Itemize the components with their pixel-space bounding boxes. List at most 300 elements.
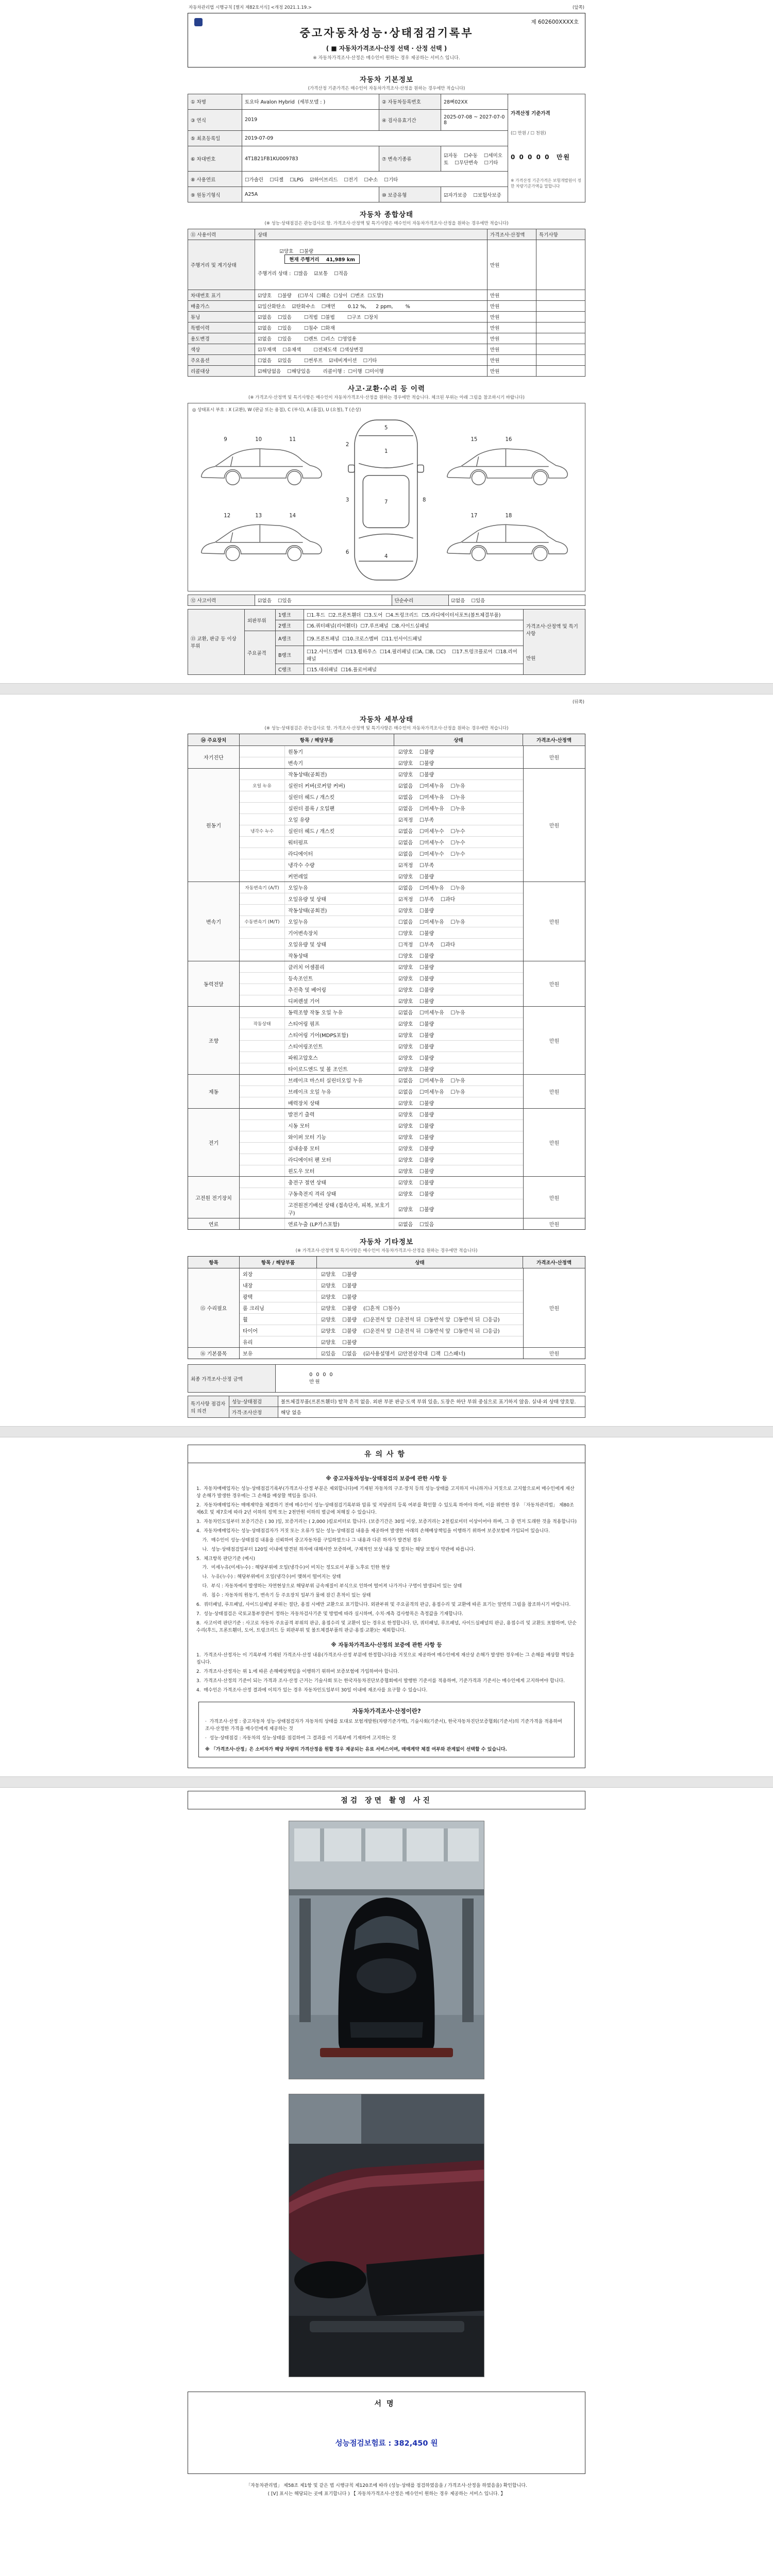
state-checkboxes: ☑양호 ☐불량: [398, 761, 434, 767]
part-label: 스티어링조인트: [285, 1041, 394, 1052]
special-remarks-table: [188, 1396, 585, 1418]
part-label: 오일유량 및 상태: [285, 939, 394, 950]
detail-row: [240, 893, 523, 905]
overall-condition-title: 자동차 종합상태: [360, 211, 413, 219]
page-3: [0, 1437, 773, 1776]
part-label: 작동상태: [285, 950, 394, 961]
pricing-remark-value: 해당 없음: [278, 1407, 585, 1418]
notice-paragraph: 1. 자동차매매업자는 성능·상태점검기록부(가격조사·산정 부분은 제외합니다)에 기재된 자동차의 구조·장치 등의 성능·상태를 고지하지 아니하거나 거짓으로 고지함으로써 매수인에게 재산상 손해가 발생한 경우에는 그 손해를 배상할 책임을 집니다.: [196, 1486, 575, 1499]
device-group-rows: [240, 746, 523, 768]
state-checkboxes: ☑없음 ☐미세누수 ☐누수: [398, 829, 465, 835]
device-group-label: 제동: [188, 1075, 240, 1108]
state-checkboxes: ☑없음 ☐미세누유 ☐누유: [398, 1010, 465, 1016]
price-cell: 만원: [523, 746, 585, 768]
field-label: ① 차명: [188, 94, 242, 110]
sub-group-label: [240, 1052, 285, 1063]
sub-group-label: [240, 995, 285, 1006]
price-cell: 만원: [523, 1109, 585, 1176]
sub-group-label: [240, 1109, 285, 1120]
sub-group-label: [240, 791, 285, 802]
item-label: 내장: [240, 1280, 317, 1291]
table-header-row: [188, 734, 585, 746]
notice-paragraph: 2. 자동차매매업자는 매매계약을 체결하기 전에 매수인이 성능·상태점검기록부와 압류 및 저당권의 등록 여부를 확인할 수 있도록 하여야 하며, 이를 위반한 경우 「자동차관리법」 제80조 제6호 및 제7호에 따라 2년 이하의 징역 또는 2천만원 이하의 벌금에 처해질 수 있습니다.: [196, 1502, 576, 1515]
detail-condition-title: 자동차 세부상태: [360, 716, 413, 724]
detail-row: [240, 1029, 523, 1041]
part-label: 작동상태(공회전): [285, 905, 394, 916]
part-label: 기어변속장치: [285, 927, 394, 938]
sub-group-label: 오일 누유: [240, 780, 285, 791]
detail-row: [240, 1097, 523, 1108]
device-group: [188, 882, 585, 961]
state-checkboxes: ☑없음 ☐미세누유 ☐누유: [398, 795, 465, 801]
state-checkboxes: ☑양호 ☐불량: [398, 976, 434, 982]
final-price-label: 최종 가격조사·산정 금액: [188, 1365, 276, 1393]
column-header: 항목: [188, 1257, 240, 1268]
state-checkboxes: ☑양호 ☐불량: [398, 1112, 434, 1118]
svg-text:13: 13: [255, 513, 262, 519]
notice-section: [188, 1445, 585, 1768]
outer-panel-label: 외판부위: [245, 609, 276, 631]
price-definition-item: · 가격조사·산정 : 중고자동차 성능·상태점검자가 자동차의 상태를 토대로 보험개발원(차량기준가액), 기술사회(기준서), 한국자동차진단보증협회(기준서)의 기준가격을 적용하여 조사·산정한 가격을 매수인에게 제공하는 것: [205, 1719, 564, 1732]
note-cell: [536, 333, 585, 344]
part-label: 발전기 출력: [285, 1109, 394, 1120]
field-label: 튜닝: [188, 312, 255, 323]
detail-row: [240, 1075, 523, 1086]
base-price-note: ※ 가격산정 기준가격은 보험개발원이 정한 차량기준가액을 말합니다: [511, 178, 581, 189]
detail-row: [240, 1199, 523, 1218]
price-select-line: ( ■ 자동차가격조사·산정 선택 · 산정 선택 ): [326, 45, 447, 52]
rank-label: 1랭크: [276, 609, 304, 620]
price-definition-note: ※ 「가격조사·산정」은 소비자가 해당 차량의 가격산정을 원할 경우 제공되는 유료 서비스이며, 매매계약 체결 여부와 관계없이 선택할 수 있습니다.: [205, 1747, 507, 1753]
sub-group-label: [240, 837, 285, 848]
frame-label: 주요골격: [245, 631, 276, 675]
table-row: [188, 1407, 585, 1418]
table-row: [188, 1365, 585, 1393]
state-checkboxes: ☑양호 ☐불량: [398, 965, 434, 971]
notice-title: 유의사항: [188, 1445, 585, 1463]
rank2-parts: ☐6.쿼터패널(리어휀더) ☐7.루프패널 ☐8.사이드실패널: [304, 620, 524, 631]
state-checkboxes: ☐양호 ☐불량: [398, 931, 434, 937]
detail-row: [240, 769, 523, 780]
field-label: ⑥ 차대번호: [188, 146, 242, 172]
svg-text:16: 16: [505, 436, 512, 443]
notice-paragraph: 7. 성능·상태점검은 국토교통부장관이 정하는 자동차검사기준 및 방법에 따라 실시하며, 수치·계측 검사항목은 측정값을 기재합니다.: [196, 1612, 464, 1617]
etc-group-rows: [240, 1268, 523, 1347]
state-checkboxes: ☑없음 ☐미세누유 ☐누유: [398, 784, 465, 789]
state-checkboxes: ☑없음 ☐있음 ☐렌트 ☐리스 ☐영업용: [255, 333, 488, 344]
part-label: 파워고압호스: [285, 1052, 394, 1063]
photos-section-title: 점검 장면 촬영 사진: [188, 1791, 585, 1809]
detail-row: [240, 1063, 523, 1074]
detail-condition-table: [188, 734, 585, 1230]
detail-row: [240, 973, 523, 984]
accident-price-cell: [524, 609, 585, 675]
inspection-photo-1: [289, 1821, 484, 2079]
model-year-value: 2019: [242, 109, 379, 130]
notice-paragraph: 다. 부식 : 자동차에서 발생하는 자연현상으로 해당부위 금속재질이 부식으로 인하여 떨어져 나가거나 구멍이 발생되어 있는 상태: [196, 1584, 462, 1589]
first-registration-value: 2019-07-09: [242, 130, 508, 146]
state-checkboxes: ☑없음 ☐미세누수 ☐누수: [398, 852, 465, 857]
sub-group-label: [240, 1154, 285, 1165]
state-checkboxes: ☑양호 ☐불량: [398, 1158, 434, 1163]
issuer-logo-icon: [194, 18, 203, 26]
vin-value: 4T1B21FB1KU009783: [242, 146, 379, 172]
state-checkboxes: ☑양호 ☐불량 (☐운전석 앞 ☐운전석 뒤 ☐동반석 앞 ☐동반석 뒤 ☐응급): [321, 1329, 500, 1334]
detail-row: [240, 1154, 523, 1165]
detail-row: [240, 825, 523, 837]
part-label: 냉각수 수량: [285, 859, 394, 870]
price-cell: 만원: [488, 366, 536, 377]
state-checkboxes: ☑양호 ☐불량: [398, 1033, 434, 1039]
detail-row: [240, 814, 523, 825]
sub-group-label: [240, 803, 285, 814]
part-label: 디퍼렌셜 기어: [285, 995, 394, 1006]
detail-row: [240, 882, 523, 893]
exchange-label: ⑬ 교환, 판금 등 이상 부위: [188, 609, 245, 675]
special-remarks-label: 특기사항 점검자의 의견: [188, 1396, 229, 1418]
price-cell: 만원: [488, 240, 536, 290]
mileage-state-cell: [255, 240, 488, 290]
field-label: 특별이력: [188, 323, 255, 333]
price-definition-box: [198, 1702, 575, 1758]
svg-text:2: 2: [345, 442, 349, 448]
svg-text:5: 5: [384, 425, 388, 431]
state-checkboxes: ☑양호 ☐불량: [398, 1056, 434, 1061]
table-header-row: [188, 229, 585, 240]
part-label: 원동기: [285, 746, 394, 757]
column-header: 가격조사·산정액: [536, 1260, 572, 1266]
part-label: 등속조인트: [285, 973, 394, 984]
field-label: 주행거리 및 계기상태: [188, 240, 255, 290]
price-cell: 만원: [523, 1268, 585, 1347]
sub-group-label: [240, 871, 285, 882]
etc-row: [240, 1348, 523, 1359]
detail-row: [240, 1109, 523, 1120]
etc-info-table: [188, 1256, 585, 1359]
notice-paragraph: 3. 가격조사·산정의 기준이 되는 가격과 조사·산정 근거는 기술사회 또는 한국자동차진단보증협회에서 발행한 기준서를 적용하며, 기준가격과 기준서는 매수인에게 고지하여야 합니다.: [196, 1678, 565, 1684]
rank1-parts: ☐1.후드 ☐2.프론트휀더 ☐3.도어 ☐4.트렁크리드 ☐5.라디에이터서포트(볼트체결부품): [304, 609, 524, 620]
condition-row: [188, 312, 585, 323]
state-checkboxes: ☑양호 ☐불량: [321, 1295, 357, 1300]
basic-info-table: [188, 94, 585, 202]
part-label: 라디에이터: [285, 848, 394, 859]
state-checkboxes: ☑양호 ☐불량: [321, 1283, 357, 1289]
section-detail-condition: [188, 713, 585, 1230]
base-price-unit: (☐ 만원 / ☐ 천원): [511, 131, 546, 136]
sub-group-label: [240, 905, 285, 916]
state-checkboxes: ☑없음 ☐미세누유 ☐누유: [398, 886, 465, 891]
notice-paragraph: 4. 자동차매매업자는 성능·상태점검자가 거짓 또는 오류가 있는 성능·상태점검 내용을 제공하여 발생한 아래의 손해배상책임을 이행하기 위하여 보증보험에 가입되어 있습니다.: [196, 1528, 550, 1534]
form-reference-line: [188, 698, 585, 707]
car-diagram: [192, 414, 580, 586]
price-cell: 만원: [523, 1075, 585, 1108]
state-checkboxes: ☑양호 ☐불량: [398, 1044, 434, 1050]
item-label: 타이어: [240, 1325, 317, 1336]
svg-text:12: 12: [224, 513, 231, 519]
accident-history-checkboxes: ☑없음 ☐있음: [255, 595, 392, 606]
part-label: 실린더 블록 / 오일팬: [285, 803, 394, 814]
final-price-unit: 만원: [309, 1379, 321, 1385]
device-group: [188, 1177, 585, 1218]
state-checkboxes: ☑없음 ☐미세누유 ☐누유: [398, 1090, 465, 1095]
accident-history-note: (※ 가격조사·산정액 및 특기사항은 매수인이 자동차가격조사·산정을 원하는 경우에만 적습니다. 체크된 부위는 아래 그림을 참조하시기 바랍니다): [248, 395, 525, 400]
page-1: [0, 0, 773, 683]
part-label: 변속기: [285, 757, 394, 768]
column-header: 가격조사·산정액: [536, 738, 572, 743]
part-label: 충전구 절연 상태: [285, 1177, 394, 1188]
table-row: [188, 1396, 585, 1407]
sub-group-label: 작동상태: [240, 1018, 285, 1029]
etc-group-label: ⑯ 기본품목: [188, 1348, 240, 1359]
part-label: 브레이크 마스터 실린더오일 누유: [285, 1075, 394, 1086]
notice-blocks: [196, 1475, 577, 1694]
detail-row: [240, 1086, 523, 1097]
footer-line-2: ( [V] 표시는 해당되는 곳에 표기합니다 ) 【 자동차가격조사·산정은 매수인이 원하는 경우 제공하는 서비스 입니다. 】: [267, 2491, 506, 2497]
device-group-label: 원동기: [188, 769, 240, 882]
sub-group-label: [240, 1143, 285, 1154]
device-group-rows: [240, 961, 523, 1006]
sub-group-label: [240, 893, 285, 904]
section-final-price: [188, 1364, 585, 1418]
column-header: 상태: [255, 229, 488, 240]
sub-group-label: [240, 1120, 285, 1131]
field-label: 배출가스: [188, 301, 255, 312]
sub-group-label: [240, 961, 285, 972]
part-label: 실린더 헤드 / 개스킷: [285, 791, 394, 802]
item-label: 유리: [240, 1336, 317, 1347]
note-cell: [536, 355, 585, 366]
sub-group-label: 냉각수 누수: [240, 825, 285, 836]
state-checkboxes: ☑양호 ☐불량: [398, 999, 434, 1005]
fuel-checkboxes: ☐가솔린 ☐디젤 ☐LPG ☑하이브리드 ☐전기 ☐수소 ☐기타: [242, 172, 508, 187]
notice-paragraph: 2. 가격조사·산정자는 위 1.에 따른 손해배상책임을 이행하기 위하여 보증보험에 가입하여야 합니다.: [196, 1669, 399, 1674]
notice-paragraph: 6. 쿼터패널, 루프패널, 사이드실패널 부위는 절단, 용접 시에만 교환으로 표기합니다. 외판부위 및 주요골격의 판금, 용접수리 및 교환에 따른 표기는 앞면의 그림을 참조하시기 바랍니다.: [196, 1602, 571, 1608]
notice-paragraph: 나. 성능·상태점검일부터 120일 이내에 발견된 하자에 대해서만 보증하며, 구체적인 보상 내용 및 절차는 해당 보험사 약관에 따릅니다.: [196, 1547, 475, 1552]
device-group-label: 자기진단: [188, 746, 240, 768]
price-cell: 만원: [523, 1177, 585, 1218]
etc-group-label: ⑮ 수리필요: [188, 1268, 240, 1347]
detail-row: [240, 1007, 523, 1018]
state-checkboxes: ☑양호 ☐불량 (☐부식 ☐훼손 ☐상이 ☐변조 ☐도말): [255, 290, 488, 301]
page-2: [0, 694, 773, 1426]
svg-text:1: 1: [384, 449, 388, 455]
column-header: 가격조사·산정액: [488, 229, 536, 240]
price-select-note: ※ 자동차가격조사·산정은 매수인이 원하는 경우 제공하는 서비스 입니다.: [313, 56, 460, 61]
field-label: ⑧ 사용연료: [188, 172, 242, 187]
item-label: 외장: [240, 1268, 317, 1279]
notice-paragraph: 4. 매수인은 가격조사·산정 결과에 이의가 있는 경우 자동차인도일부터 30일 이내에 재조사를 요구할 수 있습니다.: [196, 1687, 428, 1693]
note-cell: [536, 344, 585, 355]
condition-row: [188, 290, 585, 301]
price-definition-item: · 성능·상태점검 : 자동차의 성능·상태를 점검하여 그 결과를 이 기록부에 기재하여 고지하는 것: [205, 1735, 396, 1741]
note-cell: [536, 323, 585, 333]
rankC-parts: ☐15.대쉬패널 ☐16.플로어패널: [304, 664, 524, 675]
notice-paragraph: 5. 체크항목 판단기준 (예시): [196, 1556, 255, 1562]
svg-text:14: 14: [289, 513, 296, 519]
svg-text:18: 18: [505, 513, 512, 519]
price-cell: 만원: [488, 355, 536, 366]
basic-info-title: 자동차 기본정보: [360, 76, 413, 84]
overall-condition-note: (※ 성능·상태점검은 관능검사로 함. 가격조사·산정액 및 특기사항은 매수인이 자동차가격조사·산정을 원하는 경우에만 적습니다): [264, 221, 509, 226]
page-title: 중고자동차성능·상태점검기록부: [299, 27, 474, 39]
device-group-rows: [240, 1177, 523, 1218]
footer-legal-text: [188, 2482, 585, 2505]
notice-paragraph: 나. 누유(누수) : 해당부위에서 오일(냉각수)이 맺혀서 떨어지는 상태: [196, 1574, 341, 1580]
state-checkboxes: ☑양호 ☐불량: [398, 874, 434, 880]
signature-section: [188, 2392, 585, 2474]
state-checkboxes: ☑해당없음 ☐해당있음 리콜이행 : ☐이행 ☐미이행: [255, 366, 488, 377]
note-cell: [536, 312, 585, 323]
device-group-rows: [240, 1075, 523, 1108]
notice-block-heading: ※ 중고자동차성능·상태점검의 보증에 관한 사항 등: [326, 1476, 447, 1482]
detail-row: [240, 848, 523, 859]
state-checkboxes: ☑양호 ☐불량: [398, 1124, 434, 1129]
price-cell: 만원: [523, 882, 585, 961]
rankB-parts: ☐12.사이드멤버 ☐13.휠하우스 ☐14.필러패널 (☐A, ☐B, ☐C) ☐17.트렁크플로어 ☐18.리어패널: [304, 646, 524, 664]
price-definition-title: 자동차가격조사·산정이란?: [352, 1707, 421, 1715]
device-group: [188, 1007, 585, 1075]
state-checkboxes: ☑없음 ☐미세누유 ☐누유: [398, 806, 465, 812]
part-label: 클러치 어셈블리: [285, 961, 394, 972]
detail-row: [240, 950, 523, 961]
part-label: 실린더 커버(로커암 커버): [285, 780, 394, 791]
part-label: 실린더 헤드 / 개스킷: [285, 825, 394, 836]
notice-paragraphs: [196, 1652, 577, 1694]
condition-row: [188, 301, 585, 312]
device-group-rows: [240, 882, 523, 961]
price-cell: 만원: [488, 312, 536, 323]
part-label: 오일 유량: [285, 814, 394, 825]
detail-row: [240, 1131, 523, 1143]
detail-row: [240, 916, 523, 927]
inspection-remark-value: 볼트체결부품(프론트휀더) 탈착 흔적 없음. 외판 부분 판금·도색 부위 있음, 도장은 하단 부위 중심으로 표기하지 않음. 실내·외 상태 양호함.: [278, 1396, 585, 1407]
state-checkboxes: ☑양호 ☐불량: [398, 1192, 434, 1197]
device-group-rows: [240, 769, 523, 882]
price-cell: 만원: [523, 961, 585, 1006]
page-separator: [0, 1776, 773, 1788]
sub-group-label: [240, 1188, 285, 1199]
state-checkboxes: ☑양호 ☐불량: [398, 1207, 434, 1213]
state-checkboxes: ☑없음 ☐있음 ☐적법 ☐불법 ☐구조 ☐장치: [255, 312, 488, 323]
note-cell: [536, 301, 585, 312]
detail-row: [240, 961, 523, 973]
final-price-table: [188, 1364, 585, 1393]
condition-row: [188, 333, 585, 344]
sub-group-label: 수동변속기 (M/T): [240, 916, 285, 927]
rank-label: 2랭크: [276, 620, 304, 631]
column-header: 항목 / 해당부품: [240, 734, 394, 745]
detail-row: [240, 1143, 523, 1154]
etc-group: [188, 1268, 585, 1348]
part-label: 오일누유: [285, 916, 394, 927]
note-cell: [536, 290, 585, 301]
field-label: 차대번호 표기: [188, 290, 255, 301]
state-checkboxes: ☑없음 ☐있음 ☐침수 ☐화재: [255, 323, 488, 333]
device-group-label: 동력전달: [188, 961, 240, 1006]
part-label: 고전원전기배선 상태 (접속단자, 피복, 보호기구): [285, 1199, 394, 1218]
part-label: 작동상태(공회전): [285, 769, 394, 779]
inspection-photo-2: [289, 2094, 484, 2377]
sub-group-label: [240, 1007, 285, 1018]
device-group: [188, 1109, 585, 1177]
svg-text:3: 3: [345, 497, 349, 503]
item-label: 광택: [240, 1291, 317, 1302]
field-label: ⑦ 변속기종류: [379, 146, 441, 172]
simple-repair-checkboxes: ☑없음 ☐있음: [448, 595, 585, 606]
part-label: 연료누출 (LP가스포함): [285, 1218, 394, 1229]
part-label: 오일누유: [285, 882, 394, 893]
device-group-label: 조향: [188, 1007, 240, 1074]
state-checkboxes: ☑양호 ☐불량: [398, 1180, 434, 1186]
state-checkboxes: ☑양호 ☐불량: [398, 750, 434, 755]
state-checkboxes: ☑있음 ☐없음 (☑사용설명서 ☑안전삼각대 ☐잭 ☐스패너): [321, 1351, 465, 1357]
svg-text:6: 6: [345, 550, 349, 556]
svg-text:11: 11: [289, 436, 296, 443]
device-group: [188, 1075, 585, 1109]
etc-info-note: (※ 가격조사·산정액 및 특기사항은 매수인이 자동차가격조사·산정을 원하는 경우에만 적습니다): [295, 1248, 478, 1253]
sub-group-label: [240, 1131, 285, 1142]
notice-paragraph: 가. 매수인이 성능·상태점검 내용을 신뢰하여 중고자동차를 구입하였으나 그 내용과 다른 하자가 발견된 경우: [196, 1537, 422, 1543]
device-group-rows: [240, 1218, 523, 1229]
state-checkboxes: ☑양호 ☐불량: [398, 772, 434, 778]
svg-text:4: 4: [384, 554, 388, 560]
sub-group-label: [240, 950, 285, 961]
part-label: 추진축 및 베어링: [285, 984, 394, 995]
detail-row: [240, 803, 523, 814]
sub-group-label: [240, 848, 285, 859]
notice-paragraph: 8. 사고이력 판단기준 : 사고로 자동차 주요골격 부위의 판금, 용접수리 및 교환이 있는 경우로 한정합니다. 단, 쿼터패널, 루프패널, 사이드실패널의 판금, 용접수리 및 교환도 포함하며, 단순수리(후드, 프론트휀더, 도어, 트렁크리드 등 외판부위 및 볼트체결부품의 판금·용접·교환)는 제외합니다.: [196, 1621, 577, 1633]
section-etc-info: [188, 1235, 585, 1359]
sub-group-label: [240, 814, 285, 825]
svg-text:10: 10: [255, 436, 262, 443]
page-4: [0, 1788, 773, 2514]
part-label: 라디에이터 팬 모터: [285, 1154, 394, 1165]
vehicle-name-value: 토요타 Avalon Hybrid (세부모델 : ): [242, 94, 379, 110]
part-label: 워터펌프: [285, 837, 394, 848]
sub-group-label: [240, 973, 285, 984]
column-header: 항목 / 해당부품: [240, 1257, 317, 1268]
state-checkboxes: ☑양호 ☐불량: [398, 1146, 434, 1152]
page-marker-front: (앞쪽): [572, 5, 584, 10]
insurance-premium-value: 382,450 원: [394, 2439, 438, 2448]
sub-group-label: [240, 769, 285, 779]
engine-type-value: A25A: [242, 187, 379, 202]
item-label: 휠: [240, 1314, 317, 1325]
detail-row: [240, 927, 523, 939]
device-group: [188, 746, 585, 769]
field-label: 용도변경: [188, 333, 255, 344]
detail-row: [240, 1052, 523, 1063]
rank-label: C랭크: [276, 664, 304, 675]
sub-group-label: [240, 984, 285, 995]
section-accident-history: [188, 382, 585, 675]
mileage-level: 주행거리 상태 : ☐많음 ☑보통 ☐적음: [258, 271, 348, 277]
document-number: 제 602600XXXX호: [531, 19, 579, 25]
sub-group-label: [240, 1029, 285, 1040]
price-cell: 만원: [488, 290, 536, 301]
etc-groups: [188, 1268, 585, 1359]
warranty-type-checkboxes: ☑자가보증 ☐보험사보증: [441, 187, 508, 202]
detail-row: [240, 1120, 523, 1131]
detail-row: [240, 791, 523, 803]
field-label: 색상: [188, 344, 255, 355]
detail-row: [240, 995, 523, 1006]
state-checkboxes: ☐없음 ☑있음 ☐썬루프 ☑네비게이션 ☐기타: [255, 355, 488, 366]
notice-block: [196, 1641, 577, 1694]
price-cell: 만원: [488, 344, 536, 355]
notice-paragraphs: [196, 1486, 577, 1635]
price-cell: 만원: [523, 1218, 585, 1229]
